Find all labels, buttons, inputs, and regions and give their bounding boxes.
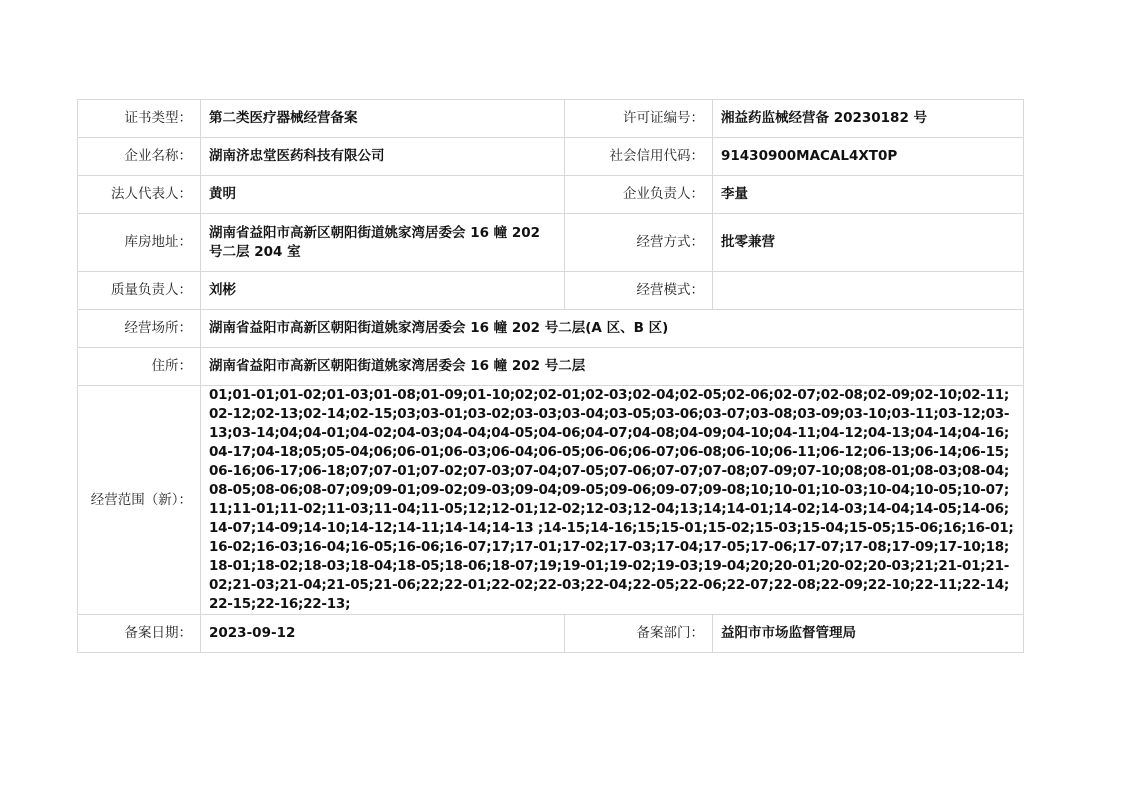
scope-value: 01;01-01;01-02;01-03;01-08;01-09;01-10;02;02-01;02-03;02-04;02-05;02-06;02-07;02-08;02-09;02-10;02-11;02-12;02-13;02-14;02-15;03;03-01;03-02;03-03;03-04;03-05;03-06;03-07;03-08;03-09;03-10;03-11;03-12;03-13;03-14;04;04-01;04-02;04-03;04-04;04-05;04-06;04-07;04-08;04-09;04-10;04-11;04-12;04-13;04-14;04-16;04-17;04-18;05;05-04;06;06-01;06-03;06-04;06-05;06-06;06-07;06-08;06-10;06-11;06-12;06-13;06-14;06-15;06-16;06-17;06-18;07;07-01;07-02;07-03;07-04;07-05;07-06;07-07;07-08;07-09;07-10;08;08-01;08-03;08-04;08-05;08-06;08-07;09;09-01;09-02;09-03;09-04;09-05;09-06;09-07;09-08;10;10-01;10-03;10-04;10-05;10-07;11;11-01;11-02;11-03;11-04;11-05;12;12-01;12-02;12-03;12-04;13;14;14-01;14-02;14-03;14-04;14-05;14-06;14-07;14-09;14-10;14-12;14-11;14-14;14-13 ;14-15;14-16;15;15-01;15-02;15-03;15-04;15-05;15-06;16;16-01;16-02;16-03;16-04;16-05;16-06;16-07;17;17-01;17-02;17-03;17-04;17-05;17-06;17-07;17-08;17-09;17-10;18;18-01;18-02;18-03;18-04;18-05;18-06;18-07;19;19-01;19-02;19-03;19-04;20;20-01;20-02;20-03;21;21-01;21-02;21-03;21-04;21-05;21-06;22;22-01;22-02;22-03;22-04;22-05;22-06;22-07;22-08;22-09;22-10;22-11;22-14;22-15;22-16;22-13; <box>201 386 1024 615</box>
business-model-label: 经营模式： <box>565 272 713 310</box>
row-company <box>78 138 1024 176</box>
row-filing <box>78 615 1024 653</box>
filing-record-table <box>77 99 1024 653</box>
quality-lead-value: 刘彬 <box>201 272 565 310</box>
row-residence <box>78 348 1024 386</box>
row-people <box>78 176 1024 214</box>
business-mode-value: 批零兼营 <box>713 214 1024 272</box>
filing-dept-value: 益阳市市场监督管理局 <box>713 615 1024 653</box>
quality-lead-label: 质量负责人： <box>78 272 201 310</box>
premises-label: 经营场所： <box>78 310 201 348</box>
license-no-value: 湘益药监械经营备 20230182 号 <box>713 100 1024 138</box>
row-premises <box>78 310 1024 348</box>
legal-rep-label: 法人代表人： <box>78 176 201 214</box>
business-mode-label: 经营方式： <box>565 214 713 272</box>
premises-value: 湖南省益阳市高新区朝阳街道姚家湾居委会 16 幢 202 号二层(A 区、B 区) <box>201 310 1024 348</box>
filing-date-value: 2023-09-12 <box>201 615 565 653</box>
row-quality <box>78 272 1024 310</box>
legal-rep-value: 黄明 <box>201 176 565 214</box>
company-name-value: 湖南济忠堂医药科技有限公司 <box>201 138 565 176</box>
filing-dept-label: 备案部门： <box>565 615 713 653</box>
cert-type-label: 证书类型： <box>78 100 201 138</box>
cert-type-value: 第二类医疗器械经营备案 <box>201 100 565 138</box>
company-name-label: 企业名称： <box>78 138 201 176</box>
residence-value: 湖南省益阳市高新区朝阳街道姚家湾居委会 16 幢 202 号二层 <box>201 348 1024 386</box>
row-warehouse <box>78 214 1024 272</box>
credit-code-value: 91430900MACAL4XT0P <box>713 138 1024 176</box>
row-cert-type <box>78 100 1024 138</box>
principal-value: 李量 <box>713 176 1024 214</box>
credit-code-label: 社会信用代码： <box>565 138 713 176</box>
scope-label: 经营范围（新）： <box>78 386 201 615</box>
business-model-value <box>713 272 1024 310</box>
warehouse-label: 库房地址： <box>78 214 201 272</box>
row-scope <box>78 386 1024 615</box>
license-no-label: 许可证编号： <box>565 100 713 138</box>
residence-label: 住所： <box>78 348 201 386</box>
principal-label: 企业负责人： <box>565 176 713 214</box>
filing-date-label: 备案日期： <box>78 615 201 653</box>
warehouse-value: 湖南省益阳市高新区朝阳街道姚家湾居委会 16 幢 202 号二层 204 室 <box>201 214 565 272</box>
